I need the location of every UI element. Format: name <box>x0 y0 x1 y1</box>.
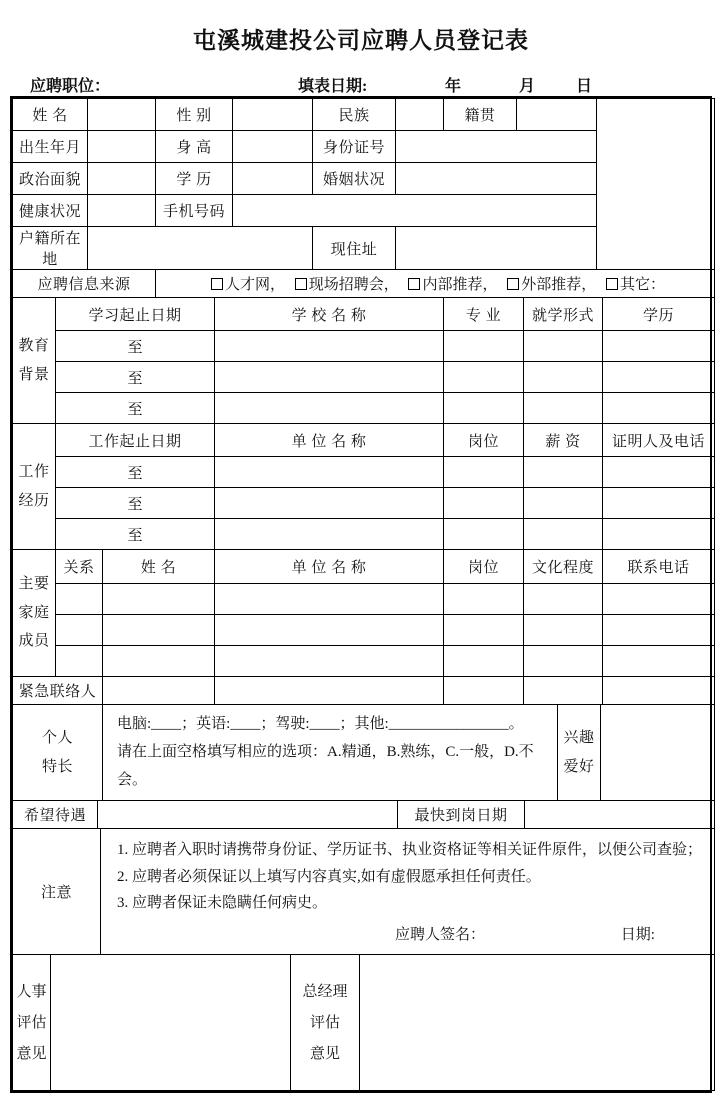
edu-major-cell[interactable] <box>444 362 524 393</box>
work-company-cell[interactable] <box>215 488 444 519</box>
personal-info-table <box>12 98 715 270</box>
education-label: 学 历 <box>156 163 233 195</box>
application-form <box>10 96 712 1093</box>
political-input-cell[interactable] <box>88 163 156 195</box>
height-label: 身 高 <box>156 131 233 163</box>
hobby-label: 兴趣爱好 <box>558 705 601 801</box>
checkbox-icon-talent-site[interactable] <box>211 278 223 290</box>
work-period-cell[interactable]: 至 <box>56 488 215 519</box>
family-row <box>13 584 715 615</box>
family-company-cell[interactable] <box>215 615 444 646</box>
education-section-label: 教育背景 <box>13 298 56 424</box>
family-name-cell[interactable] <box>103 646 215 677</box>
work-salary-cell[interactable] <box>524 488 603 519</box>
family-relation-cell[interactable] <box>56 584 103 615</box>
recruitment-source-table <box>12 269 715 298</box>
checkbox-icon-internal-referral[interactable] <box>408 278 420 290</box>
marital-label: 婚姻状况 <box>313 163 396 195</box>
skills-content[interactable] <box>103 705 558 801</box>
year-label: 年 <box>445 78 462 95</box>
edu-degree-cell[interactable] <box>603 362 715 393</box>
family-row <box>13 646 715 677</box>
edu-school-cell[interactable] <box>215 393 444 424</box>
earliest-start-date-label: 最快到岗日期 <box>398 801 525 829</box>
gm-evaluation-label: 总经理 评估 意见 <box>291 955 360 1091</box>
work-reference-cell[interactable] <box>603 488 715 519</box>
political-label: 政治面貌 <box>13 163 88 195</box>
edu-study-form-header: 就学形式 <box>524 298 603 331</box>
work-company-header: 单 位 名 称 <box>215 424 444 457</box>
native-place-label: 籍贯 <box>444 99 517 131</box>
option-job-fair: 现场招聘会， <box>308 277 399 293</box>
applicant-signature-label[interactable]: 应聘人签名： <box>395 927 486 943</box>
edu-major-cell[interactable] <box>444 331 524 362</box>
work-section-label: 工作经历 <box>13 424 56 550</box>
hobby-input-cell[interactable] <box>601 705 715 801</box>
edu-period-header: 学习起止日期 <box>56 298 215 331</box>
work-post-cell[interactable] <box>444 488 524 519</box>
family-phone-cell[interactable] <box>603 646 715 677</box>
emergency-name-cell[interactable] <box>103 677 215 705</box>
education-input-cell[interactable] <box>233 163 313 195</box>
name-input-cell[interactable] <box>88 99 156 131</box>
family-post-cell[interactable] <box>444 646 524 677</box>
work-company-cell[interactable] <box>215 519 444 550</box>
work-salary-header: 薪 资 <box>524 424 603 457</box>
family-education-header: 文化程度 <box>524 550 603 584</box>
health-input-cell[interactable] <box>88 195 156 227</box>
emergency-company-cell[interactable] <box>215 677 444 705</box>
family-company-cell[interactable] <box>215 646 444 677</box>
birth-label: 出生年月 <box>13 131 88 163</box>
evaluation-table <box>12 954 715 1091</box>
hr-evaluation-label: 人事 评估 意见 <box>13 955 51 1091</box>
recruitment-source-label: 应聘信息来源 <box>13 270 156 298</box>
edu-study-form-cell[interactable] <box>524 362 603 393</box>
personal-skills-table <box>12 704 715 801</box>
emergency-contact-table <box>12 676 715 705</box>
ethnicity-input-cell[interactable] <box>396 99 444 131</box>
gender-label: 性 别 <box>156 99 233 131</box>
education-background-table <box>12 297 715 424</box>
mobile-input-cell[interactable] <box>233 195 597 227</box>
checkbox-icon-other[interactable] <box>606 278 618 290</box>
position-label: 应聘职位： <box>30 78 111 95</box>
notice-section-label: 注意 <box>13 829 101 955</box>
expectation-table <box>12 800 715 829</box>
family-row <box>13 615 715 646</box>
work-row <box>13 488 715 519</box>
option-talent-site: 人才网， <box>224 277 285 293</box>
fill-date-label: 填表日期: <box>298 78 368 95</box>
family-post-cell[interactable] <box>444 584 524 615</box>
native-place-input-cell[interactable] <box>517 99 597 131</box>
month-label: 月 <box>519 78 536 95</box>
work-post-cell[interactable] <box>444 457 524 488</box>
work-period-header: 工作起止日期 <box>56 424 215 457</box>
edu-school-cell[interactable] <box>215 331 444 362</box>
skills-section-label: 个人特长 <box>13 705 103 801</box>
edu-school-header: 学 校 名 称 <box>215 298 444 331</box>
work-company-cell[interactable] <box>215 457 444 488</box>
family-relation-header: 关系 <box>56 550 103 584</box>
emergency-phone-cell[interactable] <box>603 677 715 705</box>
checkbox-icon-external-referral[interactable] <box>507 278 519 290</box>
edu-period-cell[interactable]: 至 <box>56 393 215 424</box>
edu-major-header: 专 业 <box>444 298 524 331</box>
edu-degree-header: 学历 <box>603 298 715 331</box>
notice-item: 3. 应聘者保证未隐瞒任何病史。 <box>117 894 328 911</box>
family-education-cell[interactable] <box>524 646 603 677</box>
work-post-cell[interactable] <box>444 519 524 550</box>
option-other: 其它： <box>620 277 666 293</box>
recruitment-source-options <box>156 270 715 298</box>
family-name-header: 姓 名 <box>103 550 215 584</box>
registered-address-label: 户籍所在地 <box>13 227 88 270</box>
height-input-cell[interactable] <box>233 131 313 163</box>
ethnicity-label: 民族 <box>313 99 396 131</box>
family-phone-header: 联系电话 <box>603 550 715 584</box>
family-name-cell[interactable] <box>103 584 215 615</box>
current-address-label: 现住址 <box>313 227 396 270</box>
edu-period-cell[interactable]: 至 <box>56 362 215 393</box>
health-label: 健康状况 <box>13 195 88 227</box>
edu-school-cell[interactable] <box>215 362 444 393</box>
family-company-cell[interactable] <box>215 584 444 615</box>
family-post-cell[interactable] <box>444 615 524 646</box>
name-label: 姓 名 <box>13 99 88 131</box>
gm-evaluation-input-cell[interactable] <box>360 955 715 1091</box>
marital-input-cell[interactable] <box>396 163 597 195</box>
work-post-header: 岗位 <box>444 424 524 457</box>
family-members-table <box>12 549 715 677</box>
mobile-label: 手机号码 <box>156 195 233 227</box>
edu-study-form-cell[interactable] <box>524 331 603 362</box>
work-salary-cell[interactable] <box>524 519 603 550</box>
family-phone-cell[interactable] <box>603 584 715 615</box>
work-experience-table <box>12 423 715 550</box>
emergency-education-cell[interactable] <box>524 677 603 705</box>
birth-input-cell[interactable] <box>88 131 156 163</box>
family-section-label: 主要家庭成员 <box>13 550 56 677</box>
earliest-start-date-input-cell[interactable] <box>525 801 715 829</box>
edu-degree-cell[interactable] <box>603 393 715 424</box>
family-relation-cell[interactable] <box>56 615 103 646</box>
family-relation-cell[interactable] <box>56 646 103 677</box>
emergency-contact-label: 紧急联络人 <box>13 677 103 705</box>
work-reference-cell[interactable] <box>603 457 715 488</box>
edu-period-cell[interactable]: 至 <box>56 331 215 362</box>
family-education-cell[interactable] <box>524 584 603 615</box>
skills-line2: 请在上面空格填写相应的选项：A.精通，B.熟练，C.一般，D.不会。 <box>117 743 534 788</box>
expected-salary-input-cell[interactable] <box>98 801 398 829</box>
education-row <box>13 393 715 424</box>
page-title: 屯溪城建投公司应聘人员登记表 <box>193 28 529 53</box>
edu-major-cell[interactable] <box>444 393 524 424</box>
signature-date-label[interactable]: 日期: <box>620 927 655 943</box>
day-label: 日 <box>576 78 593 95</box>
option-external-referral: 外部推荐， <box>521 277 597 293</box>
option-internal-referral: 内部推荐， <box>422 277 498 293</box>
registered-address-input-cell[interactable] <box>88 227 313 270</box>
gender-input-cell[interactable] <box>233 99 313 131</box>
current-address-input-cell[interactable] <box>396 227 597 270</box>
notice-table <box>12 828 715 955</box>
notice-item: 1. 应聘者入职时请携带身份证、学历证书、执业资格证等相关证件原件，以便公司查验； <box>117 842 703 859</box>
education-row <box>13 362 715 393</box>
work-period-cell[interactable]: 至 <box>56 457 215 488</box>
family-phone-cell[interactable] <box>603 615 715 646</box>
notice-item: 2. 应聘者必须保证以上填写内容真实,如有虚假愿承担任何责任。 <box>117 868 541 885</box>
education-row <box>13 331 715 362</box>
expected-salary-label: 希望待遇 <box>13 801 98 829</box>
photo-area[interactable] <box>597 99 715 270</box>
id-number-label: 身份证号 <box>313 131 396 163</box>
family-company-header: 单 位 名 称 <box>215 550 444 584</box>
emergency-post-cell[interactable] <box>444 677 524 705</box>
work-salary-cell[interactable] <box>524 457 603 488</box>
notice-content <box>101 829 715 955</box>
work-row <box>13 457 715 488</box>
checkbox-icon-job-fair[interactable] <box>295 278 307 290</box>
hr-evaluation-input-cell[interactable] <box>51 955 291 1091</box>
work-row <box>13 519 715 550</box>
work-reference-cell[interactable] <box>603 519 715 550</box>
work-period-cell[interactable]: 至 <box>56 519 215 550</box>
work-reference-header: 证明人及电话 <box>603 424 715 457</box>
edu-study-form-cell[interactable] <box>524 393 603 424</box>
family-name-cell[interactable] <box>103 615 215 646</box>
skills-line1: 电脑:____；英语:____；驾驶:____；其他:________________。 <box>117 716 524 732</box>
family-post-header: 岗位 <box>444 550 524 584</box>
family-education-cell[interactable] <box>524 615 603 646</box>
edu-degree-cell[interactable] <box>603 331 715 362</box>
id-number-input-cell[interactable] <box>396 131 597 163</box>
